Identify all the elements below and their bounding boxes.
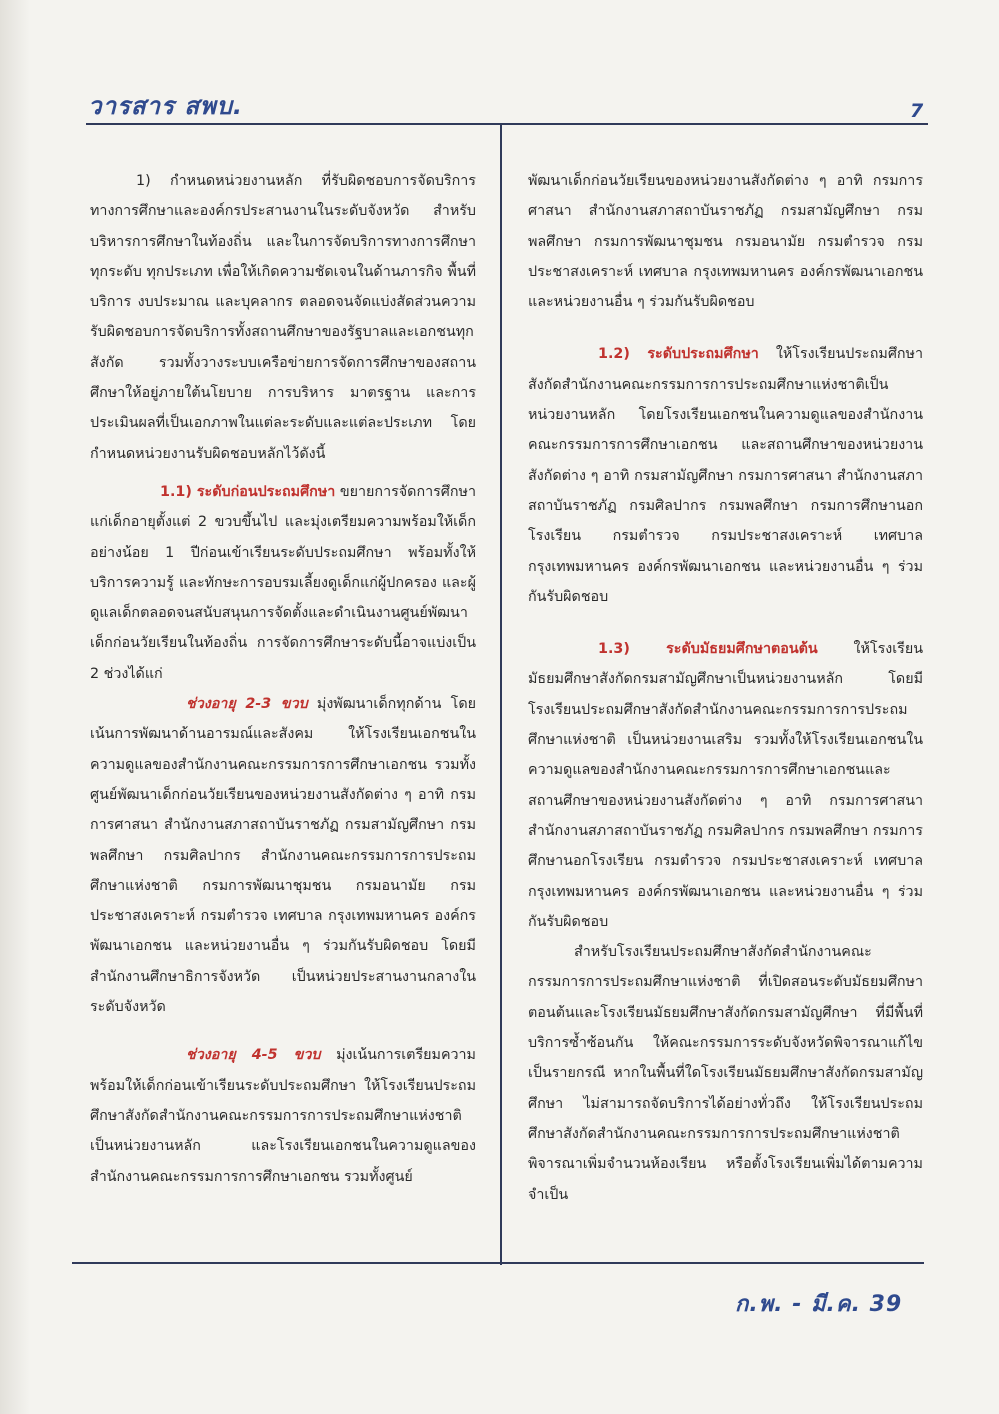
section-heading-1-3: 1.3) ระดับมัธยมศึกษาตอนต้น [598, 641, 818, 658]
section-1-1 [90, 477, 476, 689]
section-body-1-3: ให้โรงเรียนมัธยมศึกษาสังกัดกรมสามัญศึกษาเป็นหน่วยงานหลัก โดยมีโรงเรียนประถมศึกษาสังกัดสำนักงานคณะกรรมการการประถมศึกษาแห่งชาติ เป็นหน่วยงานเสริม รวมทั้งให้โรงเรียนเอกชนในความดูแลของสำนักงานคณะกรรมการการศึกษาเอกชนและสถานศึกษาของหน่วยงานสังกัดต่าง ๆ อาทิ กรมการศาสนา สำนักงานสภาสถาบันราชภัฏ กรมศิลปากร กรมพลศึกษา กรมการศึกษานอกโรงเรียน กรมตำรวจ กรมประชาสงเคราะห์ เทศบาล กรุงเทพมหานคร องค์กรพัฒนาเอกชน และหน่วยงานอื่น ๆ ร่วมกันรับผิดชอบ [528, 641, 923, 930]
left-column [90, 166, 476, 1192]
section-body-1-2: ให้โรงเรียนประถมศึกษาสังกัดสำนักงานคณะกรรมการการประถมศึกษาแห่งชาติเป็นหน่วยงานหลัก โดยโรงเรียนเอกชนในความดูแลของสำนักงานคณะกรรมการการศึกษาเอกชน และสถานศึกษาของหน่วยงานสังกัดต่าง ๆ อาทิ กรมสามัญศึกษา กรมการศาสนา สำนักงานสภาสถาบันราชภัฏ กรมศิลปากร กรมพลศึกษา กรมการศึกษานอกโรงเรียน กรมตำรวจ กรมประชาสงเคราะห์ เทศบาลกรุงเทพมหานคร องค์กรพัฒนาเอกชน และหน่วยงานอื่น ๆ ร่วมกันรับผิดชอบ [528, 346, 923, 605]
page-number: 7 [910, 100, 924, 122]
age-4-5-section [90, 1040, 476, 1191]
footer-rule [72, 1262, 924, 1264]
section-1-2 [528, 339, 923, 612]
header-rule [86, 123, 928, 125]
paragraph-1: 1) กำหนดหน่วยงานหลัก ที่รับผิดชอบการจัดบริการทางการศึกษาและองค์กรประสานงานในระดับจังหวัด สำหรับบริหารการศึกษาในท้องถิ่น และในการจัดบริการทางการศึกษาทุกระดับ ทุกประเภท เพื่อให้เกิดความชัดเจนในด้านภารกิจ พื้นที่บริการ งบประมาณ และบุคลากร ตลอดจนจัดแบ่งสัดส่วนความรับผิดชอบการจัดบริการทั้งสถานศึกษาของรัฐบาลและเอกชนทุกสังกัด รวมทั้งวางระบบเครือข่ายการจัดการศึกษาของสถานศึกษาให้อยู่ภายใต้นโยบาย การบริหาร มาตรฐาน และการประเมินผลที่เป็นเอกภาพในแต่ละระดับและแต่ละประเภท โดยกำหนดหน่วยงานรับผิดชอบหลักไว้ดังนี้ [90, 173, 476, 462]
age-heading-4-5: ช่วงอายุ 4-5 ขวบ [186, 1047, 321, 1064]
age-heading-2-3: ช่วงอายุ 2-3 ขวบ [186, 696, 308, 713]
journal-title: วารสาร สพบ. [88, 92, 244, 120]
section-body-1-1: ขยายการจัดการศึกษาแก่เด็กอายุตั้งแต่ 2 ขวบขึ้นไป และมุ่งเตรียมความพร้อมให้เด็กอย่างน้อย 1 ปีก่อนเข้าเรียนระดับประถมศึกษา พร้อมทั้งให้บริการความรู้ และทักษะการอบรมเลี้ยงดูเด็กแก่ผู้ปกครอง และผู้ดูแลเด็กตลอดจนสนับสนุนการจัดตั้งและดำเนินงานศูนย์พัฒนาเด็กก่อนวัยเรียนในท้องถิ่น การจัดการศึกษาระดับนี้อาจแบ่งเป็น 2 ช่วงได้แก่ [90, 483, 476, 682]
paragraph-continued: พัฒนาเด็กก่อนวัยเรียนของหน่วยงานสังกัดต่าง ๆ อาทิ กรมการศาสนา สำนักงานสภาสถาบันราชภัฏ กรมสามัญศึกษา กรมพลศึกษา กรมการพัฒนาชุมชน กรมอนามัย กรมตำรวจ กรมประชาสงเคราะห์ เทศบาล กรุงเทพมหานคร องค์กรพัฒนาเอกชน และหน่วยงานอื่น ๆ ร่วมกันรับผิดชอบ [528, 173, 923, 311]
age-body-2-3: มุ่งพัฒนาเด็กทุกด้าน โดยเน้นการพัฒนาด้านอารมณ์และสังคม ให้โรงเรียนเอกชนในความดูแลของสำนักงานคณะกรรมการการศึกษาเอกชน รวมทั้งศูนย์พัฒนาเด็กก่อนวัยเรียนของหน่วยงานสังกัดต่าง ๆ อาทิ กรมการศาสนา สำนักงานสภาสถาบันราชภัฏ กรมสามัญศึกษา กรมพลศึกษา กรมศิลปากร สำนักงานคณะกรรมการการประถมศึกษาแห่งชาติ กรมการพัฒนาชุมชน กรมอนามัย กรมประชาสงเคราะห์ กรมตำรวจ เทศบาล กรุงเทพมหานคร องค์กรพัฒนาเอกชน และหน่วยงานอื่น ๆ ร่วมกันรับผิดชอบ โดยมีสำนักงานศึกษาธิการจังหวัด เป็นหน่วยประสานงานกลางในระดับจังหวัด [90, 696, 476, 1016]
footer-issue-date: ก.พ. - มี.ค. 39 [735, 1292, 903, 1317]
paragraph-secondary-schools: สำหรับโรงเรียนประถมศึกษาสังกัดสำนักงานคณะกรรมการการประถมศึกษาแห่งชาติ ที่เปิดสอนระดับมัธยมศึกษาตอนต้นและโรงเรียนมัธยมศึกษาสังกัดกรมสามัญศึกษา ที่มีพื้นที่บริการซ้ำซ้อนกัน ให้คณะกรรมการระดับจังหวัดพิจารณาแก้ไขเป็นรายกรณี หากในพื้นที่ใดโรงเรียนมัธยมศึกษาสังกัดกรมสามัญศึกษา ไม่สามารถจัดบริการได้อย่างทั่วถึง ให้โรงเรียนประถมศึกษาสังกัดสำนักงานคณะกรรมการการประถมศึกษาแห่งชาติ พิจารณาเพิ่มจำนวนห้องเรียน หรือตั้งโรงเรียนเพิ่มได้ตามความจำเป็น [528, 944, 923, 1203]
column-divider [500, 125, 502, 1265]
age-body-4-5: มุ่งเน้นการเตรียมความพร้อมให้เด็กก่อนเข้าเรียนระดับประถมศึกษา ให้โรงเรียนประถมศึกษาสังกัดสำนักงานคณะกรรมการการประถมศึกษาแห่งชาติเป็นหน่วยงานหลัก และโรงเรียนเอกชนในความดูแลของสำนักงานคณะกรรมการการศึกษาเอกชน รวมทั้งศูนย์ [90, 1047, 476, 1185]
section-heading-1-2: 1.2) ระดับประถมศึกษา [598, 346, 759, 363]
section-heading-1-1: 1.1) ระดับก่อนประถมศึกษา [160, 483, 336, 500]
right-column [528, 166, 923, 1210]
section-1-3 [528, 634, 923, 937]
age-2-3-section [90, 689, 476, 1022]
page-edge-shadow [0, 0, 30, 1414]
